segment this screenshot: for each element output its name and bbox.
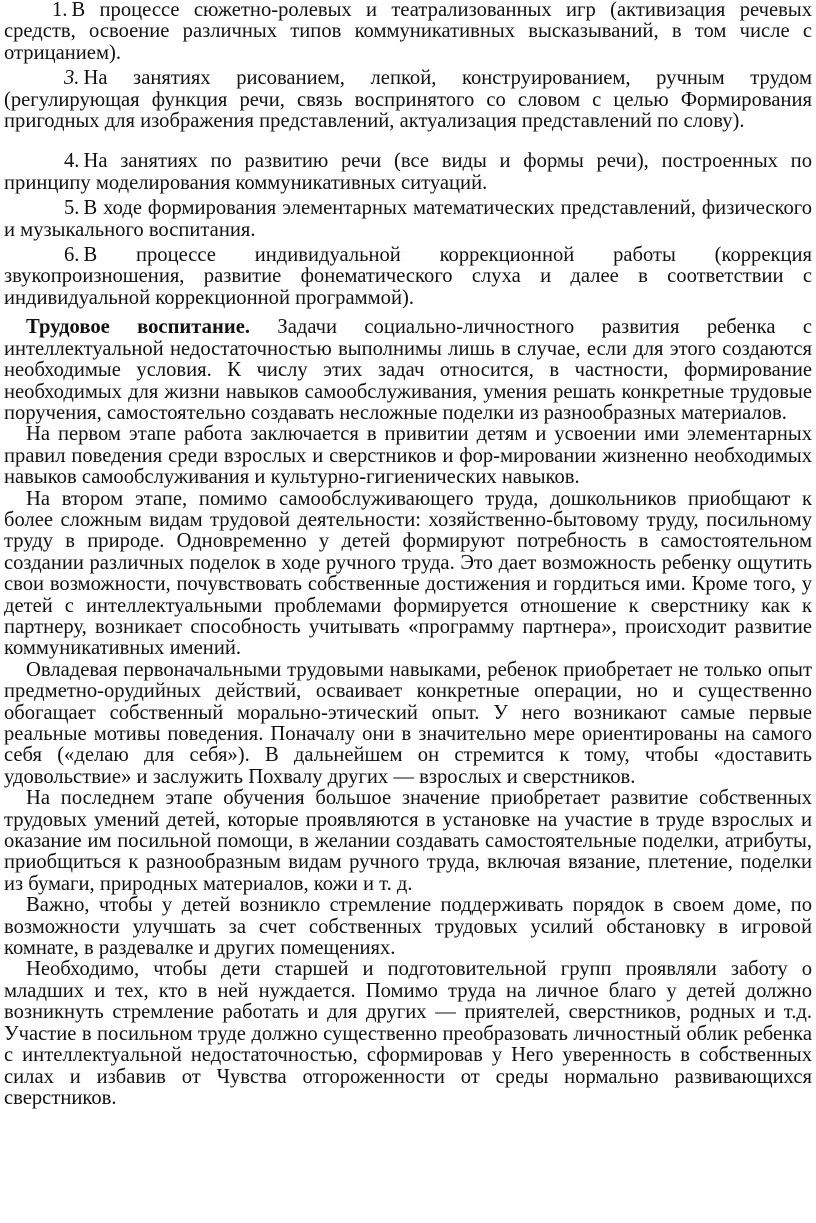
list-item-6: [4, 245, 812, 309]
list-item-3: [4, 68, 812, 132]
list-item-number: 3.: [64, 67, 80, 90]
document-page: [4, 0, 812, 1109]
list-item-number: 4.: [64, 150, 80, 173]
section-intro-text: Задачи социально-личностного развития ребенка с интеллектуальной недостаточностью выполнимы лишь в случае, если для этого создаются необходимые условия. К числу этих задач относится, в частности, формирование необходимых для жизни навыков самообслуживания, умения решать конкретные трудовые поручения, самостоятельно создавать несложные поделки из разнообразных материалов.: [4, 316, 813, 424]
list-item-number: 6.: [64, 244, 80, 267]
paragraph-order-at-home: Важно, чтобы у детей возникло стремление поддерживать порядок в своем доме, по возможности улучшать за счет собственных трудовых усилий обстановку в игровой комнате, в раздевалке и других помещениях.: [4, 894, 812, 960]
list-item-4: [4, 151, 812, 194]
paragraph-stage-two: На втором этапе, помимо самообслуживающего труда, дошкольников приобщают к более сложным видам трудовой деятельности: хозяйственно-бытовому труду, посильному труду в природе. Одновременно у детей формируют потребность в самостоятельном создании различных поделок в ходе ручного труда. Это дает возможность ребенку ощутить свои возможности, почувствовать собственные достижения и гордиться ими. Кроме того, у детей с интеллектуальными проблемами формируется отношение к сверстнику как к партнеру, возникает способность учитывать «программу партнера», происходит развитие коммуникативных имений.: [4, 487, 812, 660]
list-item-text: В процессе сюжетно-ролевых и театрализованных игр (активизация речевых средств, освоение различных типов коммуникативных высказываний, в том числе с отрицанием).: [4, 0, 812, 64]
list-item-text: На занятиях по развитию речи (все виды и формы речи), построенных по принципу моделирования коммуникативных ситуаций.: [4, 150, 812, 194]
list-item-text: На занятиях рисованием, лепкой, конструированием, ручным трудом (регулирующая функция речи, связь воспринятого со словом с целью Формирования пригодных для изображения представлений, актуализация представлений по слову).: [4, 67, 812, 133]
list-item-number: 1.: [52, 0, 68, 21]
paragraph-care-for-others: Необходимо, чтобы дети старшей и подготовительной групп проявляли заботу о младших и тех, кто в ней нуждается. Помимо труда на личное благо у детей должно возникнуть стремление работать и для других — приятелей, сверстников, родных и т.д. Участие в посильном труде должно существенно преобразовать личностный облик ребенка с интеллектуальной недостаточностью, сформировав у Него уверенность в собственных силах и избавив от Чувства отгороженности от среды нормально развивающихся сверстников.: [4, 958, 812, 1109]
list-item-number: 5.: [64, 197, 80, 220]
paragraph-final-stage: На последнем этапе обучения большое значение приобретает развитие собственных трудовых умений детей, которые проявляются в установке на участие в труде взрослых и оказание им посильной помощи, в желании создавать самостоятельные поделки, атрибуты, приобщиться к разнообразным видам ручного труда, включая вязание, плетение, поделки из бумаги, природных материалов, кожи и т. д.: [4, 787, 812, 895]
section-intro-paragraph: [4, 317, 812, 424]
list-item-5: [4, 198, 812, 241]
list-item-text: В ходе формирования элементарных математических представлений, физического и музыкального воспитания.: [4, 197, 812, 241]
paragraph-stage-one: На первом этапе работа заключается в привитии детям и усвоении ими элементарных правил поведения среди взрослых и сверстников и фор-мировании жизненно необходимых навыков самообслуживания и культурно-гигиенических навыков.: [4, 423, 812, 489]
list-item-text: В процессе индивидуальной коррекционной работы (коррекция звукопроизношения, развитие фонематического слуха и далее в соответствии с индивидуальной коррекционной программой).: [4, 244, 812, 309]
list-item-1: [4, 0, 812, 64]
paragraph-first-skills: Овладевая первоначальными трудовыми навыками, ребенок приобретает не только опыт предметно-орудийных действий, осваивает конкретные операции, но и существенно обогащает собственный морально-этический опыт. У него возникают самые первые реальные мотивы поведения. Поначалу они в значительно мере ориентированы на самого себя («делаю для себя»). В дальнейшем он стремится к тому, чтобы «доставить удовольствие» и заслужить Похвалу других — взрослых и сверстников.: [4, 658, 812, 788]
section-heading: Трудовое воспитание.: [26, 316, 250, 339]
